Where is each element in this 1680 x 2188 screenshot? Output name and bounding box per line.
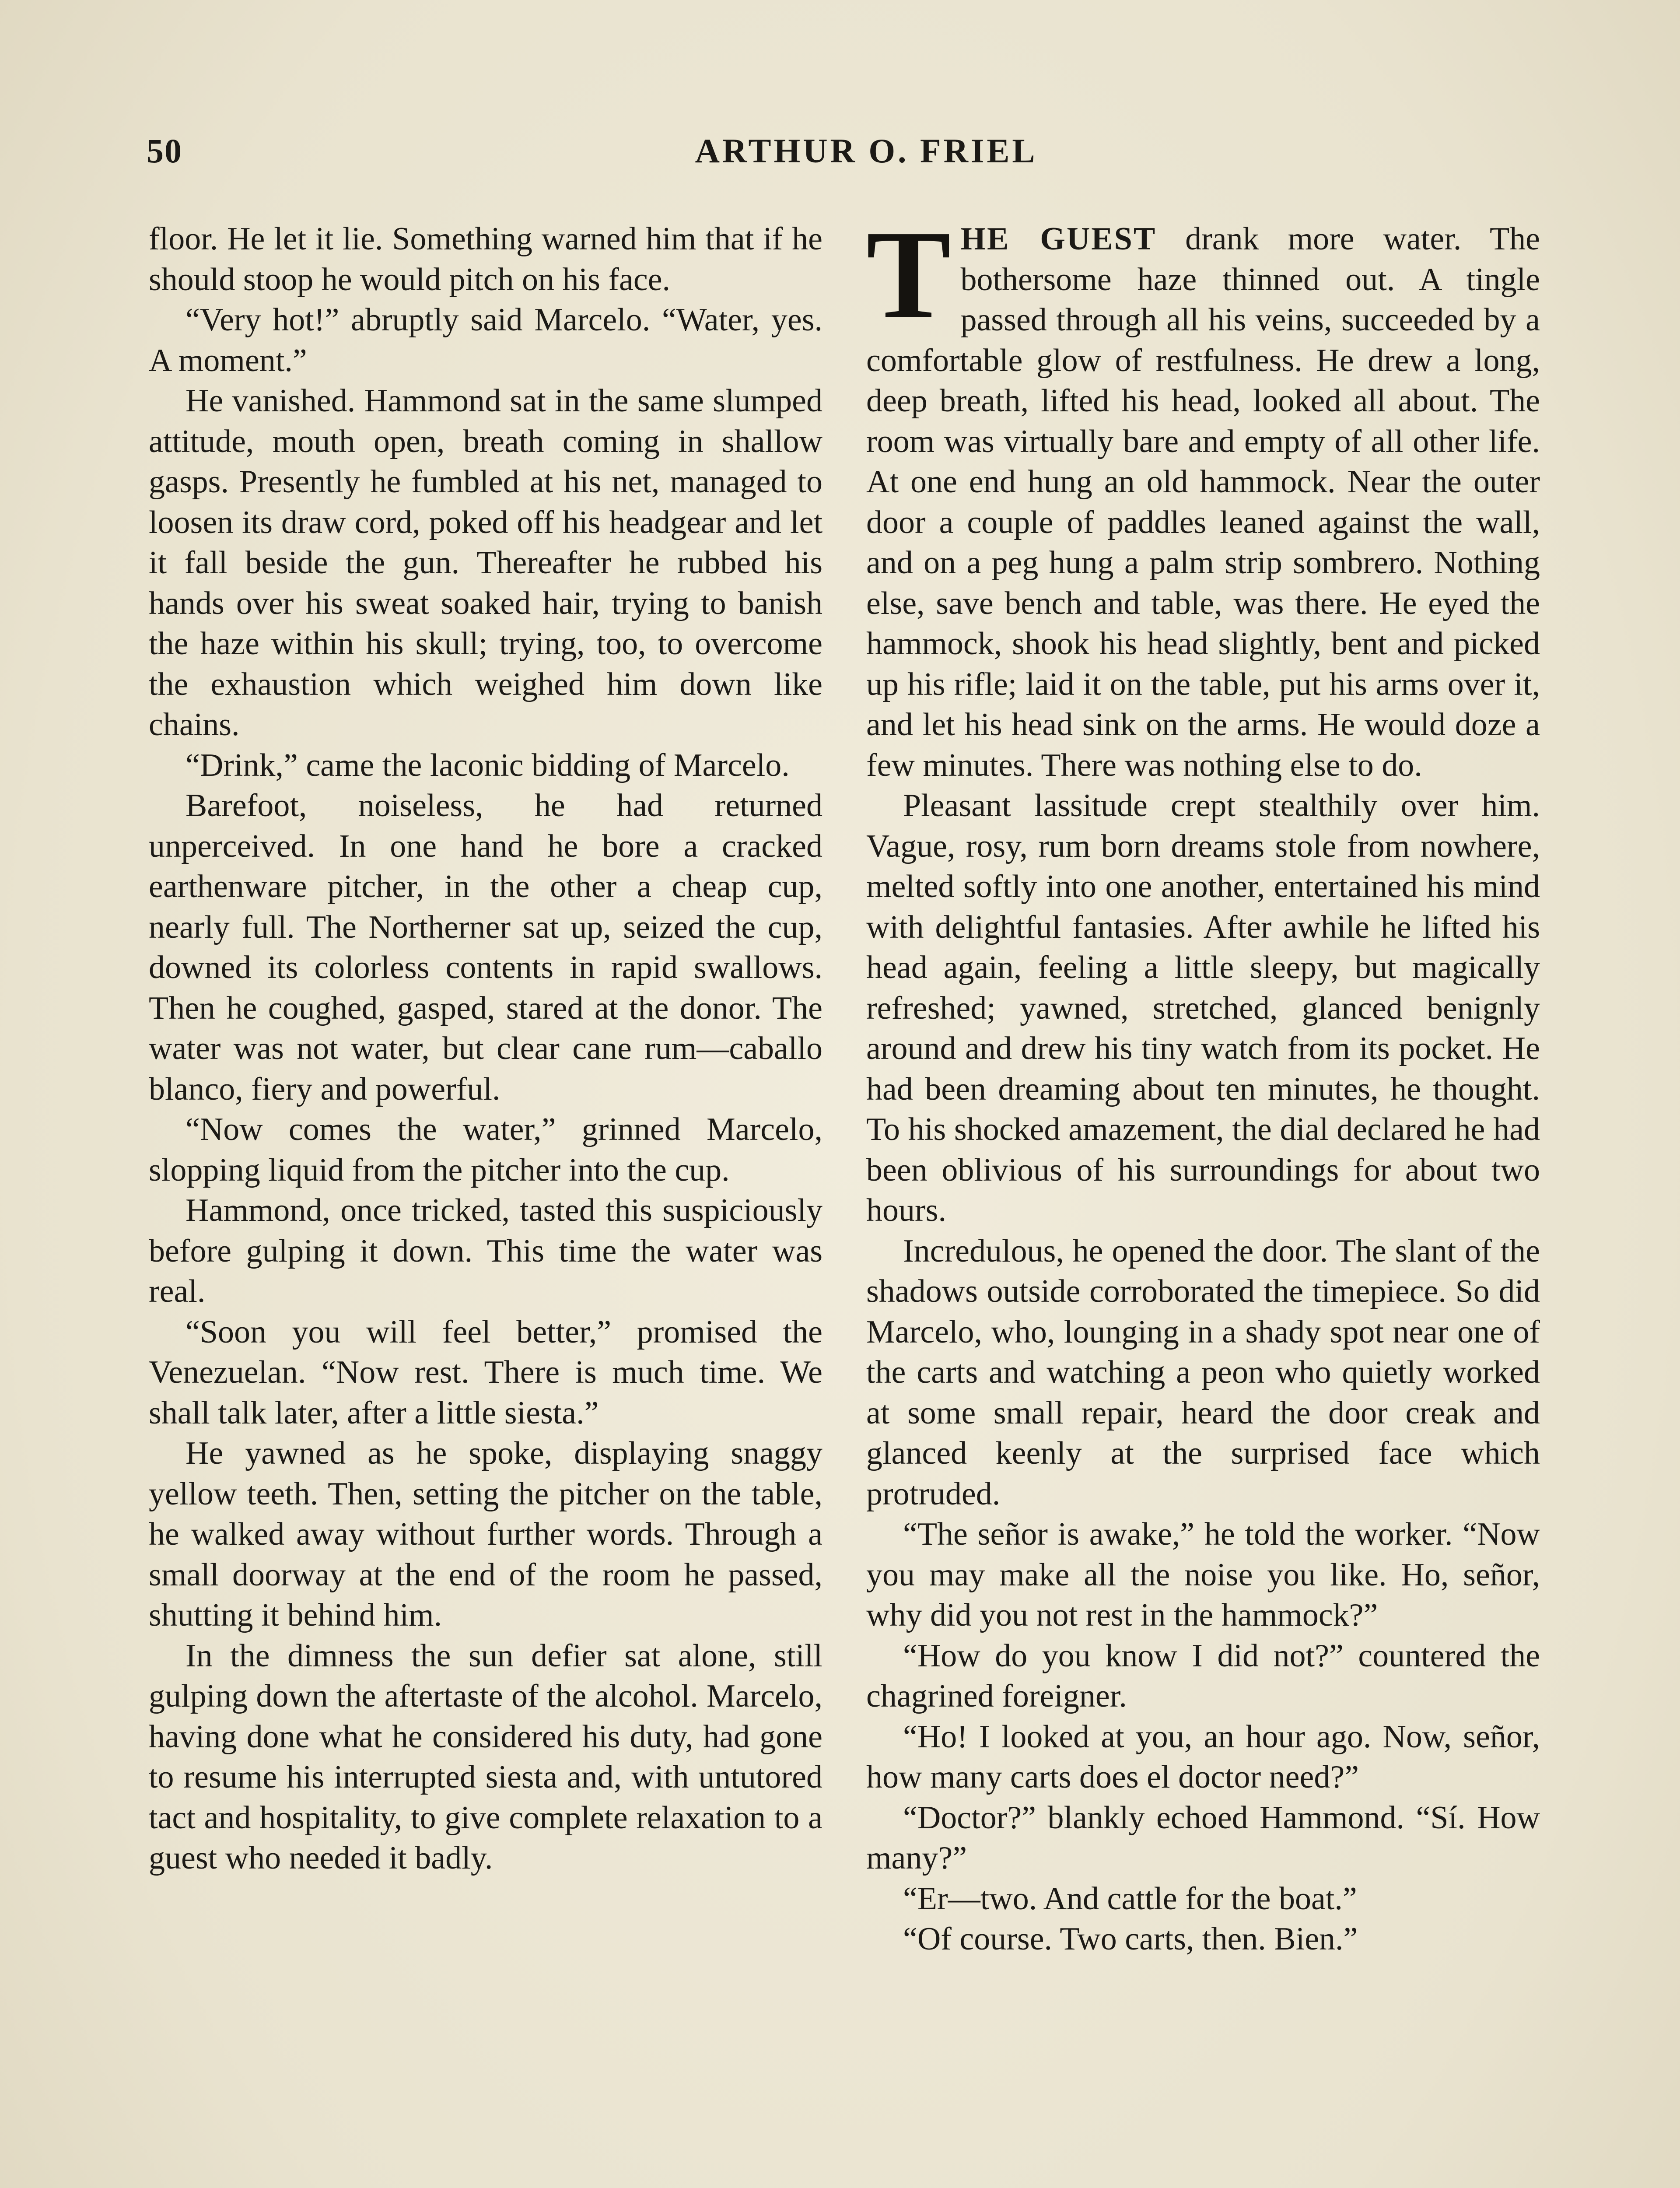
paragraph: In the dimness the sun defier sat alone, still gulping down the aftertaste of the alcohol. Marcelo, having done what he considered his duty, had gone to resume his interrupted siesta and, with untutored tact and hospitality, to give complete relaxation to a guest who needed it badly. [149,1637,822,1876]
paragraph: Pleasant lassitude crept stealthily over him. Vague, rosy, rum born dreams stole from nowhere, melted softly into one another, entertained his mind with delightful fantasies. After awhile he lifted his head again, feeling a little sleepy, but magically refreshed; yawned, stretched, glanced benignly around and drew his tiny watch from its pocket. He had been dreaming about ten minutes, he thought. To his shocked amazement, the dial declared he had been oblivious of his surroundings for about two hours. [866,788,1540,1228]
paragraph: “The señor is awake,” he told the worker. “Now you may make all the noise you like. Ho, señor, why did you not rest in the hammock?” [866,1516,1540,1633]
lead-in-caps: HE GUEST [960,221,1157,257]
opening-text: drank more water. The bothersome haze thinned out. A tingle passed through all his veins, succeeded by a comfortable glow of restfulness. He drew a long, deep breath, lifted his head, looked all about. The room was virtually bare and empty of all other life. At one end hung an old hammock. Near the outer door a couple of paddles leaned against the wall, and on a peg hung a palm strip sombrero. Nothing else, save bench and table, was there. He eyed the hammock, shook his head slightly, bent and picked up his rifle; laid it on the table, put his arms over it, and let his head sink on the arms. He would doze a few minutes. There was nothing else to do. [866,221,1540,783]
page-number: 50 [147,132,182,170]
drop-cap: T [866,219,951,345]
right-column [866,219,1540,2188]
paragraph: “Very hot!” abruptly said Marcelo. “Water, yes. A moment.” [149,302,822,379]
paragraph: “Er—two. And cattle for the boat.” [903,1880,1357,1917]
paragraph: “Now comes the water,” grinned Marcelo, slopping liquid from the pitcher into the cup. [149,1112,822,1188]
paragraph: He yawned as he spoke, displaying snaggy yellow teeth. Then, setting the pitcher on the table, he walked away without further words. Through a small doorway at the end of the room he passed, shutting it behind him. [149,1435,822,1633]
paragraph: He vanished. Hammond sat in the same slumped attitude, mouth open, breath coming in shallow gasps. Presently he fumbled at his net, managed to loosen its draw cord, poked off his headgear and let it fall beside the gun. Thereafter he rubbed his hands over his sweat soaked hair, trying to banish the haze within his skull; trying, too, to overcome the exhaustion which weighed him down like chains. [149,383,822,743]
paragraph: “Doctor?” blankly echoed Hammond. “Sí. How many?” [866,1799,1540,1876]
paragraph: “Of course. Two carts, then. Bien.” [903,1921,1358,1957]
section-opening-paragraph [866,219,1540,785]
paragraph: floor. He let it lie. Something warned him that if he should stoop he would pitch on his face. [149,221,822,298]
paragraph: “How do you know I did not?” countered the chagrined foreigner. [866,1637,1540,1714]
paragraph: Incredulous, he opened the door. The slant of the shadows outside corroborated the timepiece. So did Marcelo, who, lounging in a shady spot near one of the carts and watching a peon who quietly worked at some small repair, heard the door creak and glanced keenly at the surprised face which protruded. [866,1233,1540,1512]
paragraph: Barefoot, noiseless, he had returned unperceived. In one hand he bore a cracked earthenware pitcher, in the other a cheap cup, nearly full. The Northerner sat up, seized the cup, downed its colorless contents in rapid swallows. Then he coughed, gasped, stared at the donor. The water was not water, but clear cane rum—caballo blanco, fiery and powerful. [149,788,822,1107]
text-columns [149,219,1540,2188]
left-column [149,219,822,2188]
paragraph: “Ho! I looked at you, an hour ago. Now, señor, how many carts does el doctor need?” [866,1718,1540,1795]
paragraph: Hammond, once tricked, tasted this suspiciously before gulping it down. This time the water was real. [149,1192,822,1309]
running-head-author: ARTHUR O. FRIEL [695,132,1038,170]
paragraph: “Soon you will feel better,” promised the Venezuelan. “Now rest. There is much time. We shall talk later, after a little siesta.” [149,1314,822,1431]
page-header [147,131,1533,179]
paragraph: “Drink,” came the laconic bidding of Marcelo. [186,747,790,783]
